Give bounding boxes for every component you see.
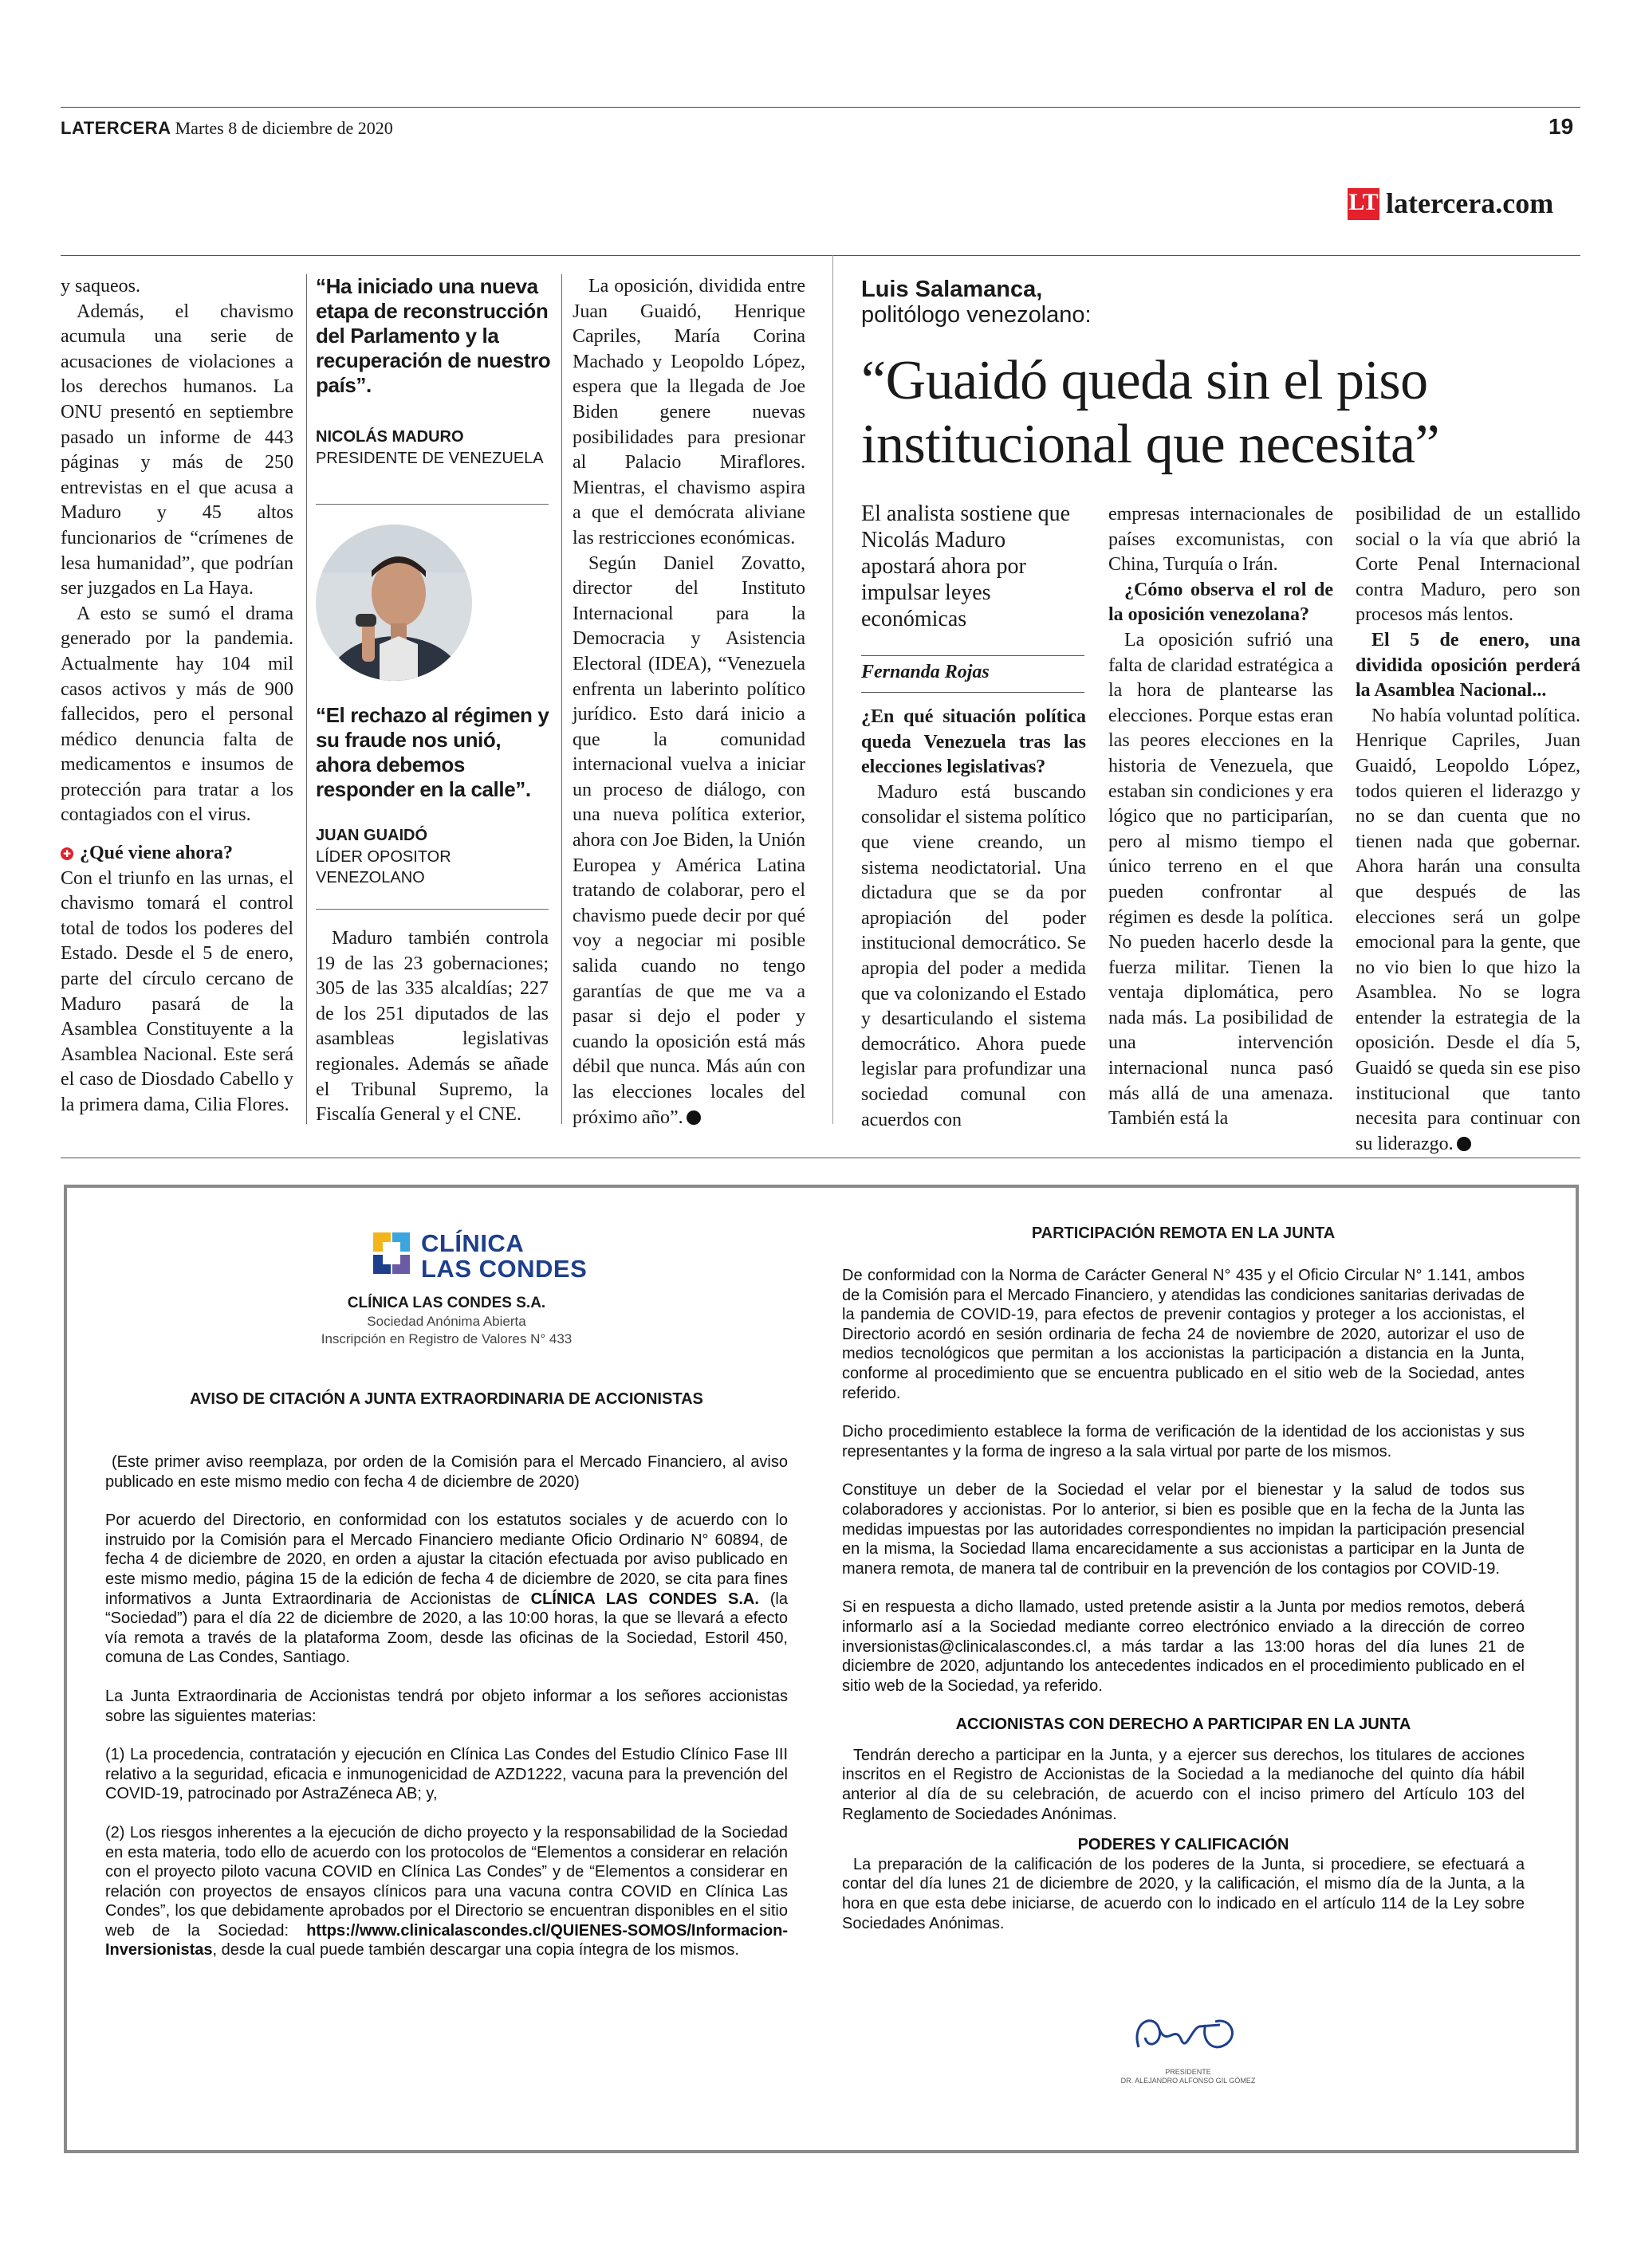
notice-right-column <box>842 1266 1525 1952</box>
column-divider <box>561 274 562 1124</box>
notice-paragraph: Dicho procedimiento establece la forma de verificación de la identidad de los accionistas y sus representantes y la forma de ingreso a la sala virtual por parte de los mismos. <box>842 1423 1525 1460</box>
notice-paragraph: Tendrán derecho a participar en la Junta, y a ejercer sus derechos, los titulares de acciones inscritos en el Registro de Accionistas de la Sociedad a la medianoche del quinto día hábil anterior al día de su celebración, de acuerdo con el inciso primero del Artículo 103 del Reglamento de Sociedades Anónimas. <box>842 1746 1525 1823</box>
article-column-2 <box>316 926 549 1128</box>
notice-paragraph <box>105 1823 788 1960</box>
end-dot-icon <box>1457 1137 1471 1151</box>
quote-divider <box>316 909 549 910</box>
lt-logo-mark: LT <box>1348 189 1379 215</box>
notice-paragraph: (Este primer aviso reemplaza, por orden de la Comisión para el Mercado Financiero, al aviso publicado en este mismo medio con fecha 4 de diciembre de 2020) <box>105 1453 788 1491</box>
interview-column-3 <box>1356 502 1580 1157</box>
lede: El analista sostiene que Nicolás Maduro apostará ahora por impulsar leyes económicas <box>861 501 1071 631</box>
notice-section-heading: ACCIONISTAS CON DERECHO A PARTICIPAR EN LA JUNTA <box>955 1716 1411 1734</box>
quote-author-name: NICOLÁS MADURO <box>316 428 464 446</box>
interview-question: ¿Cómo observa el rol de la oposición venezolana? <box>1108 579 1333 626</box>
column-divider <box>306 274 307 1124</box>
quote-author-name: JUAN GUAIDÓ <box>316 827 428 844</box>
paragraph: Además, el chavismo acumula una serie de acusaciones de violaciones a los derechos humanos. La ONU presentó en septiembre pasado un informe de 443 páginas y más de 250 entrevistas en el que acusa a Maduro y 45 altos funcionarios de “crímenes de lesa humanidad”, que podrían ser juzgados en La Haya. <box>61 301 293 599</box>
subhead-text: ¿Qué viene ahora? <box>80 843 233 864</box>
company-type: Sociedad Anónima Abierta <box>367 1314 526 1329</box>
byline-rule <box>861 655 1084 656</box>
byline-rule <box>861 692 1084 693</box>
notice-paragraph: De conformidad con la Norma de Carácter General N° 435 y el Oficio Circular N° 1.141, ambos de la Comisión para el Mercado Financiero, y atendidas las condiciones sanitarias derivadas de la pandemia de COVID-19, para efectos de prevenir contagios y proteger a los accionistas, el Directorio acordó en sesión ordinaria de fecha 24 de noviembre de 2020, autorizar el uso de medios tecnológicos que permitan a los accionistas la participación a distancia en la Junta, conforme al procedimiento que se encuentra publicado en el sitio web de la Sociedad, antes referido. <box>842 1267 1525 1402</box>
interview-answer: empresas internacionales de países excomunistas, con China, Turquía o Irán. <box>1108 504 1333 576</box>
notice-text: (la “Sociedad”) para el día 22 de diciembre de 2020, a las 10:00 horas, la que se llevará a efecto vía remota a través de la plataforma Zoom, desde las oficinas de la Sociedad, Estoril 450, comuna de Las Condes, Santiago. <box>105 1590 788 1667</box>
quote-divider <box>316 504 549 505</box>
paragraph: Maduro también controla 19 de las 23 gobernaciones; 305 de las 335 alcaldías; 227 de los 251 diputados de las asambleas legislativas regionales. Además se añade el Tribunal Supremo, la Fiscalía General y el CNE. <box>316 928 549 1126</box>
portrait-photo <box>316 525 472 681</box>
notice-paragraph: (1) La procedencia, contratación y ejecución en Clínica Las Condes del Estudio Clínico Fase III relativo a la seguridad, eficacia e inmunogenicidad de AZD1222, vacuna para la prevención del COVID-19, patrocinado por AstraZéneca AB; y, <box>105 1746 788 1803</box>
interview-answer: La oposición sufrió una falta de claridad estratégica a la hora de plantearse las elecciones. Porque estas eran las peores elecciones en la historia de Venezuela, que estaban sin condiciones y era lógico que no participarían, pero al mismo tiempo el único terreno en el que pueden confrontar al régimen es desde la política. No pueden hacerlo desde la fuerza militar. Tienen la ventaja diplomática, pero nada más. La posibilidad de una intervención internacional nunca pasó más allá de una amenaza. También está la <box>1108 629 1333 1130</box>
interview-question: El 5 de enero, una dividida oposición perderá la Asamblea Nacional... <box>1356 629 1580 702</box>
interview-answer: posibilidad de un estallido social o la vía que abrió la Corte Penal Internacional contra Maduro, pero son procesos más lentos. <box>1356 504 1580 626</box>
clinic-logo-icon <box>367 1228 416 1279</box>
headline <box>861 349 1439 477</box>
pull-quote-maduro: “Ha iniciado una nueva etapa de reconstrucción del Parlamento y la recuperación de nuestro país”. <box>316 274 551 397</box>
end-dot-icon <box>687 1110 701 1125</box>
signature-icon <box>1123 2006 1258 2065</box>
quote-author-role: PRESIDENTE DE VENEZUELA <box>316 450 544 467</box>
article-column-1 <box>61 274 293 1118</box>
paragraph: A esto se sumó el drama generado por la pandemia. Actualmente hay 104 mil casos activos y más de 900 fallecidos, pero el personal médico denuncia falta de medicamentos e insumos de protección para tratar a los contagiados con el virus. <box>61 603 293 826</box>
red-bullet-icon: ✚ <box>61 847 73 860</box>
notice-text: Por acuerdo del Directorio, en conformidad con los estatutos sociales y de acuerdo con lo instruido por la Comisión para el Mercado Financiero mediante Oficio Ordinario N° 60894, de fecha 4 de diciembre de 2020, en orden a ajustar la citación efectuada por aviso publicado en este mismo medio, página 15 de la edición de fecha 4 de diciembre de 2020, se cita para fines informativos a Junta Extraordinaria de Accionistas de <box>105 1511 788 1608</box>
signature-caption <box>1084 2068 1292 2085</box>
brand: LATERCERA <box>61 118 171 138</box>
notice-section-heading: PODERES Y CALIFICACIÓN <box>1077 1836 1289 1854</box>
issue-date: Martes 8 de diciembre de 2020 <box>175 118 393 138</box>
headline-line: institucional que necesita” <box>861 414 1440 475</box>
headline-line: “Guaidó queda sin el piso <box>861 350 1428 411</box>
subhead <box>61 841 293 867</box>
notice-text-bold: CLÍNICA LAS CONDES S.A. <box>530 1590 759 1608</box>
site-url[interactable]: latercera.com <box>1386 187 1554 219</box>
paragraph-text: Según Daniel Zovatto, director del Instituto Internacional para la Democracia y Asistencia Electoral (IDEA), “Venezuela enfrenta un laberinto político jurídico. Esto dará inicio a que la comunidad internacional vuelva a iniciar un proceso de diálogo, con una nueva política exterior, ahora con Joe Biden, la Unión Europea y América Latina tratando de colaborar, pero el chavismo puede decir por qué voy a negociar mi posible salida cuando no tengo garantías de que me va a pasar si dejo el poder y cuando la oposición está más débil que nunca. Más aún con las elecciones locales del próximo año”. <box>573 552 805 1128</box>
notice-text: , desde la cual puede también descargar una copia íntegra de los mismos. <box>212 1941 739 1959</box>
column-divider <box>832 255 833 1124</box>
byline: Fernanda Rojas <box>861 662 990 682</box>
interview-column-2 <box>1108 502 1333 1132</box>
lt-logo-icon <box>1348 188 1379 220</box>
notice-paragraph: Constituye un deber de la Sociedad el velar por el bienestar y la salud de todos sus colaboradores y accionistas. Por lo anterior, si bien es posible que en la fecha de la Junta las medidas impuestas por las autoridades correspondientes no impidan la participación presencial en la misma, la Sociedad llama encarecidamente a sus accionistas a participar en la Junta de manera remota, de manera tal de contribuir en la prevención de los contagios por COVID-19. <box>842 1481 1525 1578</box>
notice-left-column <box>105 1452 788 1979</box>
pull-quote-guaido: “El rechazo al régimen y su fraude nos unió, ahora debemos responder en la calle”. <box>316 703 549 801</box>
signature-title: PRESIDENTE <box>1165 2068 1211 2076</box>
article-column-3 <box>573 274 805 1130</box>
company-name: CLÍNICA LAS CONDES S.A. <box>347 1295 546 1311</box>
clinic-logo-line: LAS CONDES <box>421 1255 588 1283</box>
interview-answer: Maduro está buscando consolidar el sistema político que viene creando, un sistema neodictatorial. Una dictadura que se da por apropiación del poder institucional democrático. Se apropia del poder a medida que va colonizando el Estado y desarticulando el sistema democrático. Ahora puede legislar para profundizar una sociedad comunal con acuerdos con <box>861 781 1086 1130</box>
paragraph: Con el triunfo en las urnas, el chavismo tomará el control total de todos los poderes del Estado. Desde el 5 de enero, parte del círculo cercano de Maduro pasará de la Asamblea Constituyente a la Asamblea Nacional. Este será el caso de Diosdado Cabello y la primera dama, Cilia Flores. <box>61 867 293 1115</box>
notice-paragraph <box>105 1511 788 1668</box>
interview-question: ¿En qué situación política queda Venezuela tras las elecciones legislativas? <box>861 706 1086 778</box>
signature-name: DR. ALEJANDRO ALFONSO GIL GÓMEZ <box>1120 2077 1256 2085</box>
interview-answer <box>1356 704 1580 1158</box>
clinic-logo-line: CLÍNICA <box>421 1229 525 1257</box>
notice-paragraph: La Junta Extraordinaria de Accionistas tendrá por objeto informar a los señores accionistas sobre las siguientes materias: <box>105 1687 788 1725</box>
top-rule <box>61 107 1580 108</box>
interviewee-name: Luis Salamanca, <box>861 277 1043 302</box>
notice-paragraph: La preparación de la calificación de los poderes de la Junta, si procediere, se efectuará a contar del día lunes 21 de diciembre de 2020, y la calificación, el mismo día de la Junta, a la hora en que esta debe iniciarse, de acuerdo con lo indicado en el artículo 114 de la Ley sobre Sociedades Anónimas. <box>842 1855 1525 1932</box>
interviewee-role: politólogo venezolano: <box>861 302 1092 328</box>
paragraph <box>573 552 805 1131</box>
interview-column-1 <box>861 705 1086 1133</box>
investor-link[interactable]: https://www.clinicalascondes.cl/QUIENES-SOMOS/Informacion-Inversionistas <box>105 1921 788 1959</box>
masthead-line <box>61 118 393 139</box>
notice-title: AVISO DE CITACIÓN A JUNTA EXTRAORDINARIA DE ACCIONISTAS <box>190 1390 703 1408</box>
paragraph: La oposición, dividida entre Juan Guaidó, Henrique Capriles, María Corina Machado y Leopoldo López, espera que la llegada de Joe Biden genere nuevas posibilidades para presionar al Palacio Miraflores. Mientras, el chavismo aspira a que el demócrata aliviane las restricciones económicas. <box>573 276 805 548</box>
quote-author-role: LÍDER OPOSITOR VENEZOLANO <box>316 848 451 886</box>
notice-section-heading: PARTICIPACIÓN REMOTA EN LA JUNTA <box>1031 1224 1336 1242</box>
section-rule <box>61 255 1580 256</box>
page-number: 19 <box>1549 114 1574 139</box>
notice-paragraph: Si en respuesta a dicho llamado, usted pretende asistir a la Junta por medios remotos, deberá informarlo así a la Sociedad mediante correo electrónico enviado a la dirección de correo inversionistas@clinicalascondes.cl, a más tardar a las 13:00 horas del día lunes 21 de diciembre de 2020, adjuntando los antecedentes indicados en el procedimiento publicado en el sitio web de la Sociedad, ya referido. <box>842 1598 1525 1695</box>
company-registry: Inscripción en Registro de Valores N° 433 <box>321 1331 573 1346</box>
interview-answer-text: No había voluntad política. Henrique Capriles, Juan Guaidó, Leopoldo López, todos quieren el liderazgo y no se dan cuenta que no tienen nada que gobernar. Ahora harán una consulta que después de las elecciones será un golpe emocional para la gente, que no vio bien lo que hizo la Asamblea. No se logra entender la estrategia de la oposición. Desde el día 5, Guaidó se queda sin ese piso institucional que tanto necesita para continuar con su liderazgo. <box>1356 705 1580 1154</box>
paragraph: y saqueos. <box>61 276 140 297</box>
notice-text: (2) Los riesgos inherentes a la ejecución de dicho proyecto y la responsabilidad de la Sociedad en esta materia, todo ello de acuerdo con los protocolos de “Elementos a considerar en relación con el proyecto piloto vacuna COVID en Clínica Las Condes” y de “Elementos a considerar en relación con proyectos de ensayos clínicos para una vacuna contra COVID en Clínica Las Condes”, los que debidamente aprobados por el Directorio se encuentran disponibles en el sitio web de la Sociedad: <box>105 1823 788 1940</box>
clinic-logo-text <box>421 1231 587 1282</box>
